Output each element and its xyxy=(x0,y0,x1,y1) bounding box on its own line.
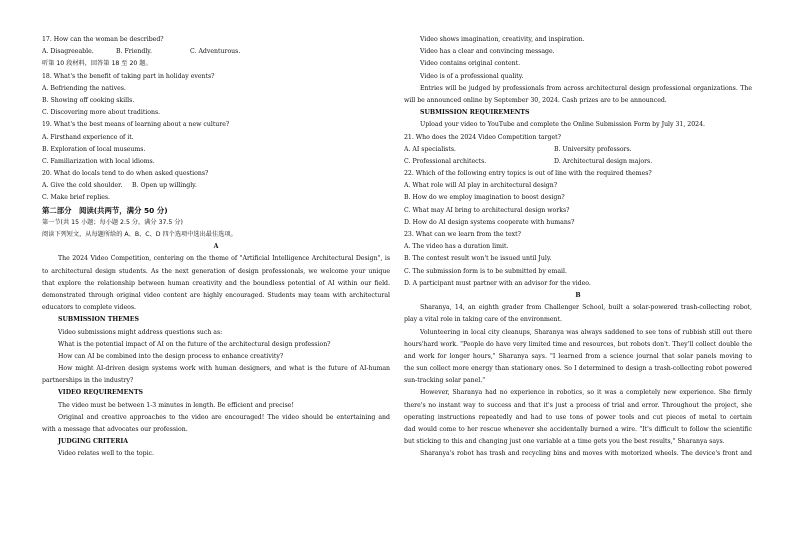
question-21-options-cd xyxy=(404,156,752,168)
passage-a-line: educators to complete videos. xyxy=(42,304,136,312)
passage-a-line: demonstrated through original video content are highly encouraged. Students may team with architectural xyxy=(42,291,390,299)
question-19: 19. What's the best means of learning about a new culture? xyxy=(42,121,230,129)
passage-b-line: play a vital role in taking care of the environment. xyxy=(404,316,562,324)
question-19-option-a: A. Firsthand experience of it. xyxy=(42,133,134,141)
question-23-option-d: D. A participant must partner with an advisor for the video. xyxy=(404,279,591,287)
passage-b-line: Sharanya's robot has trash and recycling bins and moves with motorized wheels. The device's front and xyxy=(420,450,752,458)
question-18-option-b: B. Showing off cooking skills. xyxy=(42,96,135,104)
question-18: 18. What's the benefit of taking part in holiday events? xyxy=(42,72,215,80)
requirement-item: The video must be between 1-3 minutes in length. Be efficient and precise! xyxy=(58,401,294,409)
question-22-option-d: D. How do AI design systems cooperate with humans? xyxy=(404,218,575,226)
question-23-option-c: C. The submission form is to be submitted by email. xyxy=(404,267,567,275)
passage-a-label: A xyxy=(213,243,219,251)
passage-b-line: dad would come to her rescue whenever she accidentally burned a wire. "It's difficult to follow the scientific xyxy=(404,426,752,433)
judging-criteria-heading: JUDGING CRITERIA xyxy=(58,438,129,446)
entries-paragraph: Entries will be judged by professionals from across architectural design professional organizations. The xyxy=(420,84,752,92)
upload-instruction: Upload your video to YouTube and complete the Online Submission Form by July 31, 2024. xyxy=(420,121,706,129)
passage-a-line: to architectural design students. As the next generation of design professionals, we welcome your unique xyxy=(42,267,390,275)
option-a: A. AI specialists. xyxy=(404,145,456,153)
question-22-option-b: B. How do we employ imagination to boost design? xyxy=(404,194,565,202)
question-23-option-a: A. The video has a duration limit. xyxy=(404,243,509,251)
question-23: 23. What can we learn from the text? xyxy=(404,231,521,238)
passage-a-line: The 2024 Video Competition, centering on the theme of "Artificial Intelligence Architectural Design", is xyxy=(58,255,390,263)
option-a: A. Give the cold shoulder. xyxy=(42,182,123,190)
question-19-option-c: C. Familiarization with local idioms. xyxy=(42,157,155,165)
theme-item: How might AI-driven design systems work with human designers, and what is the future of AI-human xyxy=(58,365,390,373)
passage-b-line: Sharanya, 14, an eighth grader from Challenger School, built a solar-powered trash-collecting robot, xyxy=(420,304,752,312)
criterion-item: Video has a clear and convincing message. xyxy=(420,48,555,56)
submission-themes-heading: SUBMISSION THEMES xyxy=(58,316,139,324)
question-20-option-c: C. Make brief replies. xyxy=(42,194,111,202)
question-20-options xyxy=(42,180,390,192)
option-d: D. Architectural design majors. xyxy=(554,157,653,165)
passage-b-line: However, Sharanya had no experience in robotics, so it was a completely new experience. She firmly xyxy=(420,389,752,397)
option-a: A. Disagreeable. xyxy=(42,48,94,56)
question-22-option-a: A. What role will AI play in architectural design? xyxy=(404,182,558,190)
theme-item: What is the potential impact of AI on the future of the architectural design profession? xyxy=(58,340,331,348)
passage-a-line: that explore the relationship between human creativity and the boundless potential of AI within our field. xyxy=(42,279,390,287)
option-b: B. Friendly. xyxy=(116,48,152,56)
question-19-option-b: B. Exploration of local museums. xyxy=(42,145,146,153)
passage-b-line: and work for longer hours," Sharanya says. "I learned from a science journal that solar panels moving to xyxy=(404,352,752,360)
video-requirements-heading: VIDEO REQUIREMENTS xyxy=(58,389,144,397)
option-c: C. Professional architects. xyxy=(404,157,487,165)
reading-instruction: 阅读下列短文，从每题所给的 A、B、C、D 四个选项中选出最佳选项。 xyxy=(42,231,237,238)
passage-b-line: the sun collect more energy than stationary ones. So I determined to design a trash-collecting robot powered xyxy=(404,365,752,373)
option-c: C. Adventurous. xyxy=(190,48,241,56)
criterion-item: Video shows imagination, creativity, and inspiration. xyxy=(420,36,585,43)
passage-b-line: Volunteering in local city cleanups, Sharanya was always saddened to see tons of rubbish still out there xyxy=(420,328,752,336)
criterion-item: Video relates well to the topic. xyxy=(58,450,154,458)
submission-requirements-heading: SUBMISSION REQUIREMENTS xyxy=(420,109,530,117)
question-23-option-b: B. The contest result won't be issued until July. xyxy=(404,255,552,263)
question-21-options-ab xyxy=(404,144,752,156)
right-column xyxy=(404,34,752,461)
passage-b-line: there's no instant way to success and that it's just a process of trial and error. Throughout the project, she xyxy=(404,401,752,409)
part-two-title: 第二部分 阅读(共两节，满分 50 分) xyxy=(42,205,168,215)
passage-b-label: B xyxy=(575,291,581,299)
theme-item: How can AI be combined into the design process to enhance creativity? xyxy=(58,352,284,360)
listening-note: 听第 10 段材料，回答第 18 至 20 题。 xyxy=(42,60,152,68)
passage-b-line: operating instructions repeatedly and had to use tons of power tools and cut pieces of metal to certain xyxy=(404,413,752,421)
question-18-option-c: C. Discovering more about traditions. xyxy=(42,109,161,117)
left-column xyxy=(42,34,390,461)
question-18-option-a: A. Befriending the natives. xyxy=(42,84,126,92)
criterion-item: Video contains original content. xyxy=(420,60,521,68)
requirement-item: Original and creative approaches to the video are encouraged! The video should be entertaining and xyxy=(58,413,390,421)
question-17: 17. How can the woman be described? xyxy=(42,36,164,43)
passage-b-line: sun-tracking solar panel." xyxy=(404,377,486,385)
section-one-heading: 第一节(共 15 小题；每小题 2.5 分，满分 37.5 分) xyxy=(42,218,183,226)
option-b: B. University professors. xyxy=(554,145,632,153)
question-22: 22. Which of the following entry topics is out of line with the required themes? xyxy=(404,170,652,178)
themes-intro: Video submissions might address questions such as: xyxy=(58,328,223,336)
passage-b-line: but sticking to this and changing just one variable at a time gets you the best results," Sharanya says. xyxy=(404,438,725,446)
question-17-options xyxy=(42,46,390,58)
question-22-option-c: C. What may AI bring to architectural design works? xyxy=(404,206,570,214)
theme-item-cont: partnerships in the industry? xyxy=(42,377,134,385)
passage-b-line: hours'hard work. "People do have very limited time and resources, but robots don't. They'll collect double the xyxy=(404,340,752,348)
option-b: B. Open up willingly. xyxy=(132,182,197,190)
requirement-item-cont: with a message that advocates our profession. xyxy=(42,426,188,433)
entries-paragraph-cont: will be announced online by September 30, 2024. Cash prizes are to be announced. xyxy=(404,96,667,104)
question-20: 20. What do locals tend to do when asked questions? xyxy=(42,170,209,178)
criterion-item: Video is of a professional quality. xyxy=(420,72,524,80)
question-21: 21. Who does the 2024 Video Competition target? xyxy=(404,133,561,141)
